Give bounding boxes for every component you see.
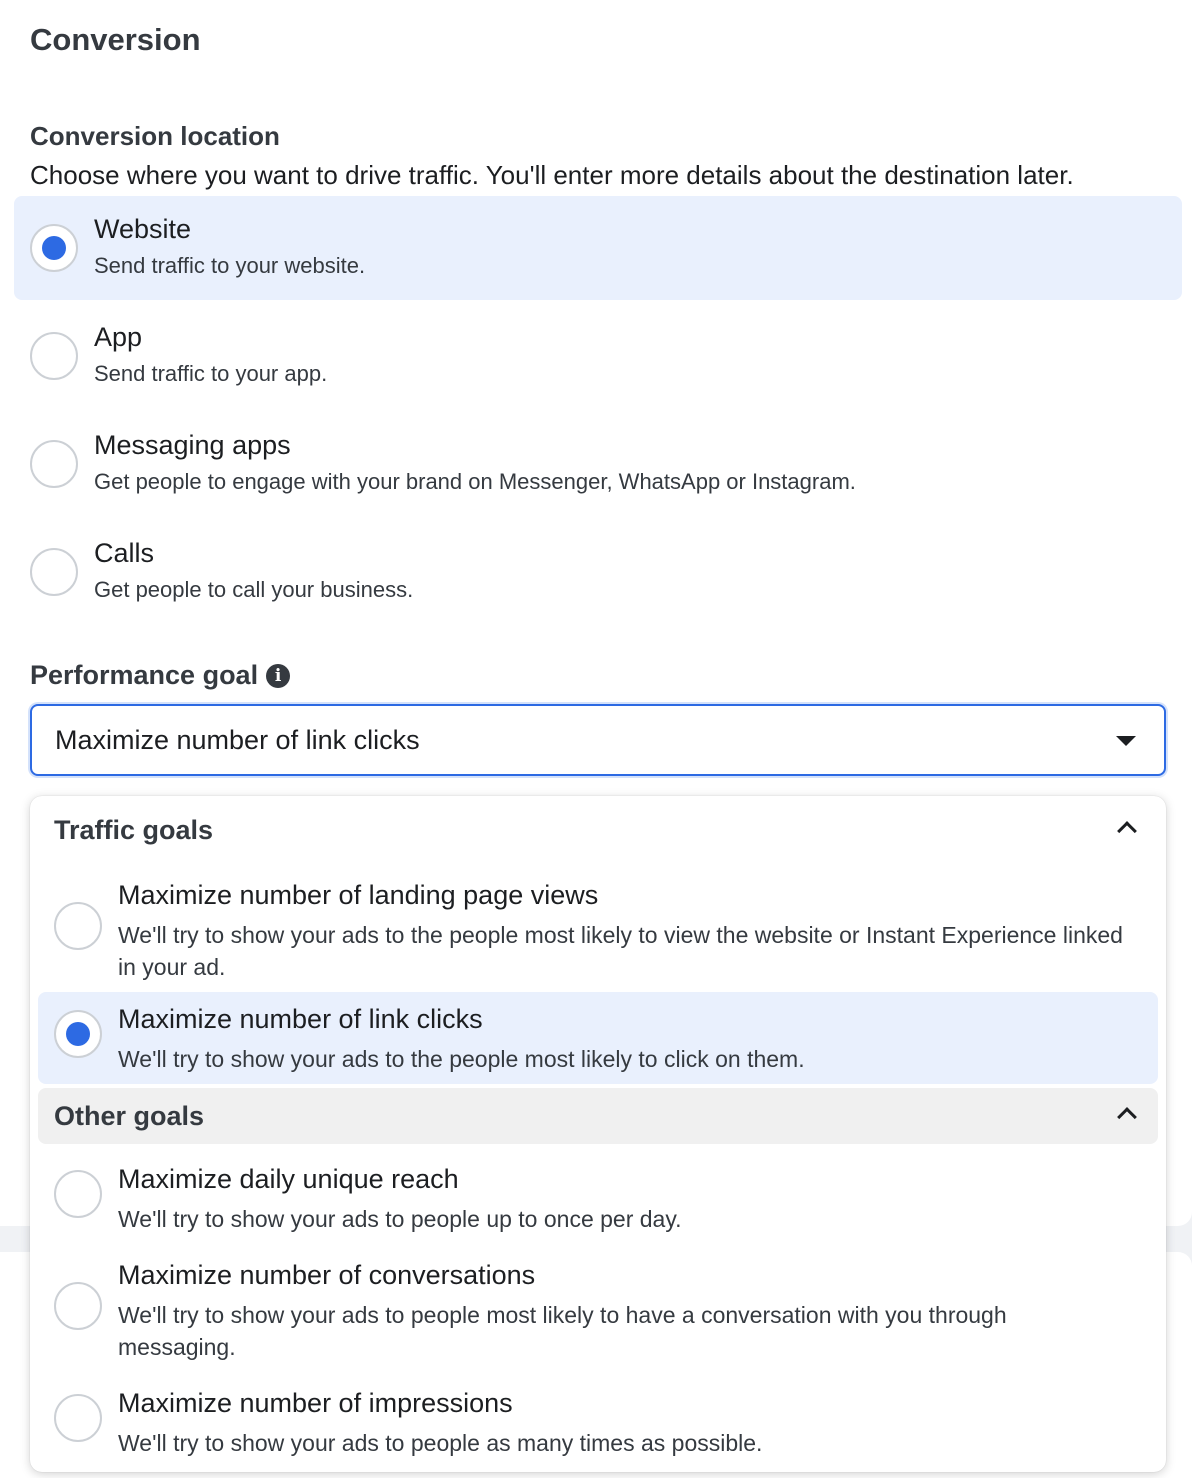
radio-button[interactable] bbox=[54, 902, 102, 950]
goal-option-landing-page-views[interactable] bbox=[38, 868, 1158, 988]
other-goals-header[interactable] bbox=[38, 1088, 1158, 1144]
goal-option-label: Maximize number of link clicks bbox=[118, 1004, 483, 1034]
goal-option-description: We'll try to show your ads to the people most likely to view the website or Instant Experience linked in your ad. bbox=[118, 922, 1123, 980]
location-option-label: Calls bbox=[94, 538, 155, 568]
performance-goal-dropdown bbox=[30, 796, 1166, 1472]
goal-option-description: We'll try to show your ads to people as many times as possible. bbox=[118, 1430, 763, 1456]
performance-goal-heading bbox=[30, 660, 290, 691]
radio-button[interactable] bbox=[30, 332, 78, 380]
goal-option-description: We'll try to show your ads to people up to once per day. bbox=[118, 1206, 682, 1232]
performance-goal-label: Performance goal bbox=[30, 660, 259, 690]
goal-option-conversations[interactable] bbox=[38, 1248, 1158, 1368]
location-option-description: Send traffic to your app. bbox=[94, 361, 328, 386]
chevron-up-icon[interactable] bbox=[1117, 821, 1137, 841]
location-option-description: Get people to call your business. bbox=[94, 577, 414, 602]
performance-goal-select[interactable] bbox=[30, 704, 1166, 776]
radio-button[interactable] bbox=[54, 1282, 102, 1330]
section-title: Conversion bbox=[30, 22, 201, 57]
info-icon[interactable]: i bbox=[266, 664, 290, 688]
goal-option-label: Maximize daily unique reach bbox=[118, 1164, 459, 1194]
goal-option-description: We'll try to show your ads to the people most likely to click on them. bbox=[118, 1046, 805, 1072]
radio-button[interactable] bbox=[54, 1394, 102, 1442]
location-option-description: Send traffic to your website. bbox=[94, 253, 366, 278]
location-option-calls[interactable] bbox=[14, 520, 1182, 624]
location-option-label: Messaging apps bbox=[94, 430, 291, 460]
conversion-location-description: Choose where you want to drive traffic. You'll enter more details about the destination later. bbox=[30, 160, 1074, 190]
performance-goal-value: Maximize number of link clicks bbox=[55, 725, 420, 755]
radio-button-selected[interactable] bbox=[30, 224, 78, 272]
goal-option-daily-unique-reach[interactable] bbox=[38, 1152, 1158, 1244]
goal-option-impressions[interactable] bbox=[38, 1376, 1158, 1468]
location-option-website[interactable] bbox=[14, 196, 1182, 300]
radio-button[interactable] bbox=[30, 548, 78, 596]
traffic-goals-header[interactable] bbox=[38, 802, 1158, 858]
location-option-app[interactable] bbox=[14, 304, 1182, 408]
goal-option-description: We'll try to show your ads to people most likely to have a conversation with you through messaging. bbox=[118, 1302, 1007, 1360]
location-option-messaging-apps[interactable] bbox=[14, 412, 1182, 516]
radio-button-selected[interactable] bbox=[54, 1010, 102, 1058]
radio-button[interactable] bbox=[54, 1170, 102, 1218]
location-option-description: Get people to engage with your brand on Messenger, WhatsApp or Instagram. bbox=[94, 469, 856, 494]
goal-option-label: Maximize number of conversations bbox=[118, 1260, 536, 1290]
traffic-goals-title: Traffic goals bbox=[54, 815, 214, 845]
chevron-up-icon[interactable] bbox=[1117, 1107, 1137, 1127]
radio-button[interactable] bbox=[30, 440, 78, 488]
goal-option-link-clicks[interactable] bbox=[38, 992, 1158, 1084]
caret-down-icon[interactable] bbox=[1116, 736, 1136, 746]
other-goals-title: Other goals bbox=[54, 1101, 205, 1131]
location-option-label: Website bbox=[94, 214, 192, 244]
goal-option-label: Maximize number of landing page views bbox=[118, 880, 599, 910]
conversion-location-heading: Conversion location bbox=[30, 121, 280, 151]
location-option-label: App bbox=[94, 322, 143, 352]
goal-option-label: Maximize number of impressions bbox=[118, 1388, 513, 1418]
